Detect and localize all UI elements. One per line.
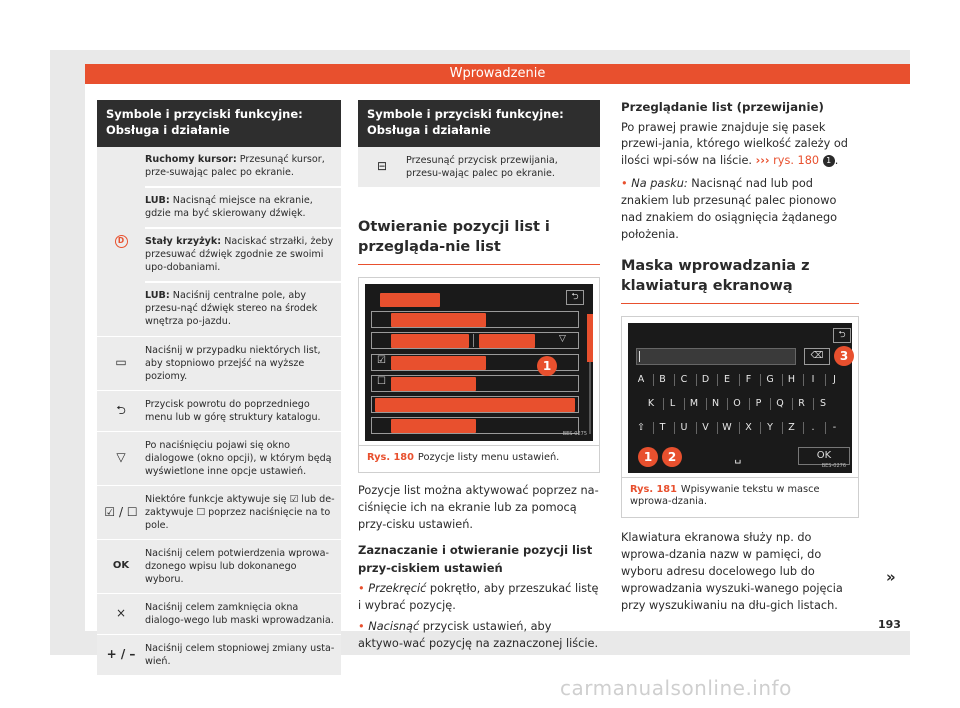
list-item-label [391, 313, 486, 327]
subheading: Zaznaczanie i otwieranie pozycji list przy-ciskiem ustawień [358, 543, 593, 575]
knob-subrow-4 [145, 283, 341, 335]
table-row-text: Po naciśnięciu pojawi się okno dialogowe (okno opcji), w którym będą wyświetlone inne opcje ustawień. [145, 439, 332, 477]
key-separator [674, 422, 675, 434]
section-title-scroll: Przeglądanie list (przewijanie) [621, 100, 824, 114]
space-key: ␣ [734, 450, 742, 464]
knob-icon: D [115, 235, 128, 248]
text-input-field [636, 348, 796, 365]
ok-key: OK [798, 447, 850, 465]
knob-symbol [97, 147, 145, 335]
list-item-label [391, 334, 469, 348]
backspace-icon: ⌫ [804, 348, 830, 365]
key-separator [717, 374, 718, 386]
keyboard-key: N [711, 397, 720, 409]
keyboard-key: C [680, 373, 688, 385]
callout-2: 2 [662, 447, 682, 467]
bullet-emphasis: Na pasku: [631, 177, 688, 191]
screen-title-bar [380, 293, 440, 307]
knob-subrow-label: LUB: [145, 195, 170, 207]
back-arrow-icon: ⮌ [116, 402, 126, 417]
figure-label: Rys. 180 [367, 451, 414, 463]
triangle-down-icon: ▽ [116, 450, 126, 465]
key-separator [803, 374, 804, 386]
keyboard-key: H [787, 373, 796, 385]
keyboard-key: U [680, 421, 688, 433]
table-row [97, 594, 341, 635]
bullet-icon: • [358, 581, 369, 595]
paragraph: Pozycje list można aktywować poprzez na-ciśnięcie ich na ekranie lub za pomocą przy-cisku ustawień. [358, 484, 599, 532]
key-separator [760, 374, 761, 386]
key-separator [749, 398, 750, 410]
list-item-value [479, 334, 535, 348]
keyboard-key: I [811, 373, 815, 385]
figure-label: Rys. 181 [630, 483, 677, 495]
bullet-icon: • [358, 619, 369, 633]
table-row [97, 391, 341, 432]
bullet-item [358, 581, 600, 615]
table-row [97, 635, 341, 675]
keyboard-key: - [832, 421, 837, 433]
figure-caption-text: Wpisywanie tekstu w masce wprowa-dzania. [630, 483, 820, 508]
checkbox-icon: ☑ / ☐ [104, 504, 138, 519]
figure-reference-link[interactable]: rys. 180 [773, 154, 820, 168]
key-separator [825, 374, 826, 386]
chapter-header: Wprowadzenie [85, 64, 910, 84]
key-separator [727, 398, 728, 410]
keyboard-key: Q [776, 397, 784, 409]
paragraph: Klawiatura ekranowa służy np. do wprowa-dzania nazw w pamięci, do wyboru adresu docelowego lub do wprowadzania wyszuki-wanego pojęcia przy wyszukiwaniu na dłu-gich listach. [621, 531, 843, 612]
keyboard-key: L [669, 397, 676, 409]
key-separator [770, 398, 771, 410]
key-separator [825, 422, 826, 434]
paragraph-text: Po prawej prawie znajduje się pasek przewi-jania, którego wielkość zależy od ilości wpi-sów na liście. [621, 120, 848, 168]
knob-subrow-2 [145, 188, 341, 229]
bullet-text: pokrętło, aby przeszukać listę i wybrać pozycję. [358, 581, 599, 612]
figure-code: BES-0276 [821, 463, 846, 470]
watermark: carmanualsonline.info [560, 676, 792, 700]
table-row-text: Niektóre funkcje aktywuje się ☑ lub de-zaktywuje ☐ poprzez naciśnięcie na to pole. [145, 493, 335, 531]
close-icon: × [115, 606, 127, 621]
key-separator [663, 398, 664, 410]
bullet-emphasis: Przekręcić [368, 581, 427, 595]
list-item-divider [473, 334, 474, 347]
keyboard-key: D [701, 373, 710, 385]
middle-table-body [358, 147, 600, 187]
keyboard-key: B [659, 373, 666, 385]
list-item-label [391, 419, 476, 433]
keyboard-key: O [733, 397, 741, 409]
page-number: 193 [878, 618, 901, 631]
keyboard-key: K [647, 397, 655, 409]
bullet-item [621, 176, 859, 244]
key-separator [760, 422, 761, 434]
table-row [97, 486, 341, 540]
table-row-text: Naciśnij celem stopniowej zmiany usta-wień. [145, 643, 335, 668]
keyboard-key: S [819, 397, 827, 409]
keyboard-key: P [755, 397, 762, 409]
key-separator [653, 374, 654, 386]
figure-caption-text: Pozycje listy menu ustawień. [417, 451, 560, 463]
bullet-icon: • [621, 177, 632, 191]
knob-subrow-text: Nacisnąć miejsce na ekranie, gdzie ma być skierowany dźwięk. [145, 195, 313, 220]
figure-181 [621, 316, 859, 518]
bullet-item [358, 619, 600, 653]
right-column [621, 99, 859, 615]
table-row-text: Naciśnij w przypadku niektórych list, aby stopniowo przejść na wyższe poziomy. [145, 344, 321, 382]
table-row-text: Naciśnij celem zamknięcia okna dialogo-wego lub maski wprowadzania. [145, 602, 334, 627]
list-item-label [391, 356, 486, 370]
keyboard-key: R [798, 397, 805, 409]
text-cursor [639, 351, 640, 362]
plus-minus-icon: + / – [106, 647, 136, 662]
checkbox-icon: ☑ [377, 354, 386, 366]
key-separator [706, 398, 707, 410]
knob-subrow-text: Naciskać strzałki, żeby przesuwać dźwięk zgodnie ze swoimi upo-dobaniami. [145, 236, 334, 274]
bullet-text: Nacisnąć nad lub pod znakiem lub przesunąć palec pionowo nad znakiem do osiągnięcia żądanego położenia. [621, 177, 838, 242]
triangle-down-icon: ▽ [559, 333, 566, 344]
list-item-label [391, 377, 476, 391]
key-separator [739, 422, 740, 434]
section-title-open: Otwieranie pozycji list i przegląda-nie list [358, 217, 600, 265]
table-row [97, 540, 341, 594]
key-separator [717, 422, 718, 434]
middle-table-heading: Symbole i przyciski funkcyjne: Obsługa i działanie [358, 100, 600, 147]
figure-caption [622, 477, 858, 517]
continue-mark: » [886, 568, 896, 586]
table-row-text: Przycisk powrotu do poprzedniego menu lub w górę struktury katalogu. [145, 398, 321, 423]
key-separator [803, 422, 804, 434]
knob-subrow-label: LUB: [145, 290, 170, 302]
knob-subrow-text: Przesunąć kursor, prze-suwając palec po ekranie. [145, 154, 325, 179]
callout-1: 1 [537, 356, 557, 376]
scrollbar-icon: ⊟ [376, 159, 388, 174]
keyboard-key: Z [788, 421, 795, 433]
table-row [97, 337, 341, 391]
table-row [358, 147, 600, 187]
keyboard-key: M [689, 397, 699, 409]
keyboard-screenshot [628, 323, 852, 473]
section-title-keyboard: Maska wprowadzania z klawiaturą ekranową [621, 256, 859, 304]
left-table-heading: Symbole i przyciski funkcyjne: Obsługa i działanie [97, 100, 341, 147]
key-separator [782, 374, 783, 386]
knob-subrow-1 [145, 147, 341, 188]
keyboard-key: Y [767, 421, 773, 433]
keyboard-key: ⇧ [637, 421, 645, 433]
bullet-text: przycisk ustawień, aby aktywo-wać pozycję na zaznaczonej liście. [358, 619, 599, 650]
knob-subrow-3 [145, 229, 341, 283]
key-separator [653, 422, 654, 434]
keyboard-key: T [659, 421, 666, 433]
ok-icon: OK [112, 560, 130, 572]
paragraph: Po prawej prawie znajduje się pasek przewi-jania, którego wielkość zależy od ilości wpi-sów na liście. ››› rys. 180 1 . [621, 120, 848, 168]
left-table-body [97, 147, 341, 675]
left-column [97, 100, 341, 675]
callout-1: 1 [638, 447, 658, 467]
back-arrow-icon: ⮌ [833, 328, 851, 343]
keyboard-key: G [766, 373, 774, 385]
keyboard-key: F [745, 373, 752, 385]
key-separator [684, 398, 685, 410]
list-screenshot [365, 284, 593, 441]
key-separator [739, 374, 740, 386]
keyboard-key: . [811, 421, 815, 433]
key-separator [696, 374, 697, 386]
knob-subrow-label: Ruchomy kursor: [145, 154, 237, 166]
key-separator [782, 422, 783, 434]
folder-icon: ▭ [115, 355, 127, 370]
figure-caption [359, 445, 599, 473]
figure-code: BES-0275 [562, 431, 587, 438]
list-item-selected [375, 398, 575, 412]
table-row-text: Naciśnij celem potwierdzenia wprowa-dzonego wpisu lub dokonanego wyboru. [145, 548, 329, 586]
keyboard-key: W [722, 421, 732, 433]
keyboard-key: X [745, 421, 752, 433]
key-separator [792, 398, 793, 410]
key-separator [674, 374, 675, 386]
back-arrow-icon: ⮌ [566, 290, 584, 305]
knob-group-row [97, 147, 341, 336]
knob-subrow-text: Naciśnij centralne pole, aby przesu-nąć dźwięk stereo na środek wnętrza po-jazdu. [145, 290, 318, 328]
table-row-text: Przesunąć przycisk przewijania, przesu-wając palec po ekranie. [406, 155, 558, 180]
keyboard-key: A [637, 373, 645, 385]
keyboard-key: V [702, 421, 709, 433]
table-row [97, 432, 341, 486]
key-separator [696, 422, 697, 434]
keyboard-key: E [723, 373, 730, 385]
middle-column [358, 100, 600, 653]
checkbox-icon: ☐ [377, 375, 386, 387]
keyboard-key: J [833, 373, 836, 385]
ref-arrows: ››› [755, 154, 770, 168]
key-separator [813, 398, 814, 410]
callout-3: 3 [834, 346, 854, 366]
figure-180 [358, 277, 600, 474]
scrollbar-thumb [587, 314, 593, 362]
knob-subrow-label: Stały krzyżyk: [145, 236, 222, 248]
callout-1: 1 [823, 155, 835, 167]
bullet-emphasis: Nacisnąć [368, 619, 420, 633]
